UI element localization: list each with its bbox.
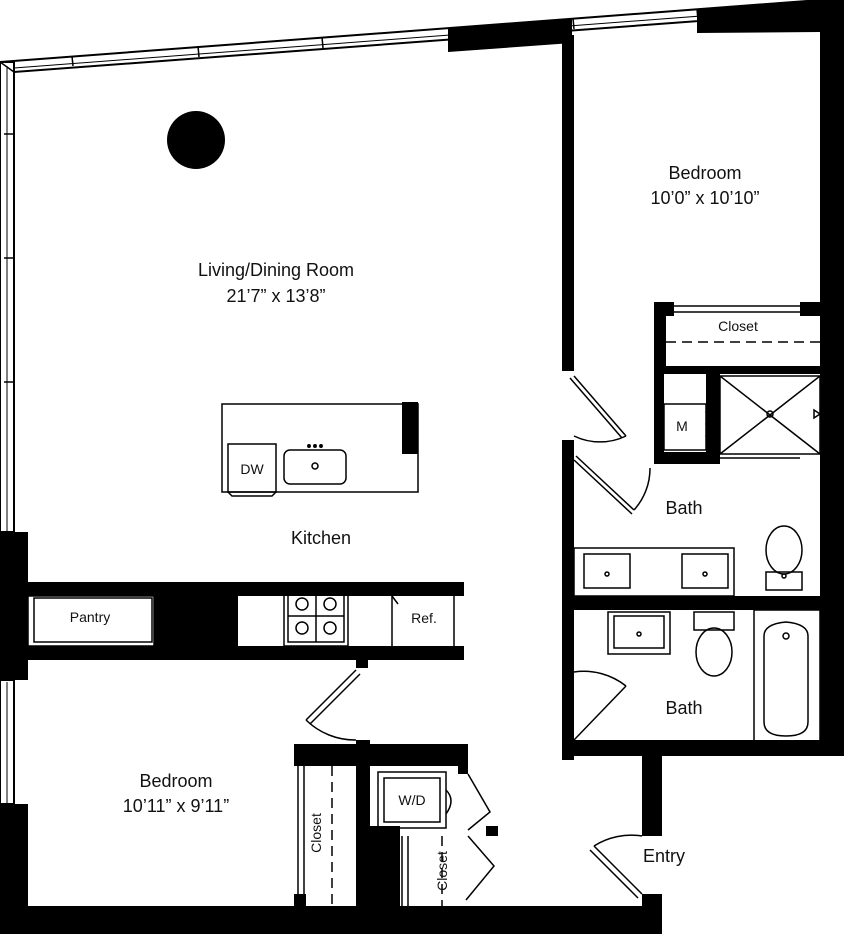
mechanical-label: M xyxy=(676,418,688,434)
kitchen-island xyxy=(222,404,418,492)
living-room-name: Living/Dining Room xyxy=(197,260,355,280)
island-sink xyxy=(284,450,346,484)
closet-b-label: Closet xyxy=(308,813,324,853)
column xyxy=(167,111,225,169)
dishwasher-label: DW xyxy=(240,461,264,477)
bedroom-a-name: Bedroom xyxy=(668,163,742,183)
double-vanity xyxy=(574,548,734,596)
fixtures xyxy=(28,111,820,828)
washer-dryer-label: W/D xyxy=(398,792,426,808)
bath-b-name: Bath xyxy=(665,698,703,718)
bedroom-a-dims: 10’0” x 10’10” xyxy=(650,188,760,208)
closet-c-label: Closet xyxy=(434,851,450,891)
refrigerator-label: Ref. xyxy=(411,610,437,626)
kitchen-name: Kitchen xyxy=(290,528,352,548)
toilet-a xyxy=(766,526,802,590)
entry-name: Entry xyxy=(642,846,686,866)
bathtub xyxy=(754,610,820,744)
bedroom-b-dims: 10’11” x 9’11” xyxy=(122,796,230,816)
pantry-label: Pantry xyxy=(69,609,111,625)
bath-a-name: Bath xyxy=(665,498,703,518)
living-room-dims: 21’7” x 13’8” xyxy=(226,286,326,306)
closet-a-label: Closet xyxy=(718,318,758,334)
bedroom-b-name: Bedroom xyxy=(139,771,213,791)
toilet-b xyxy=(694,612,734,676)
